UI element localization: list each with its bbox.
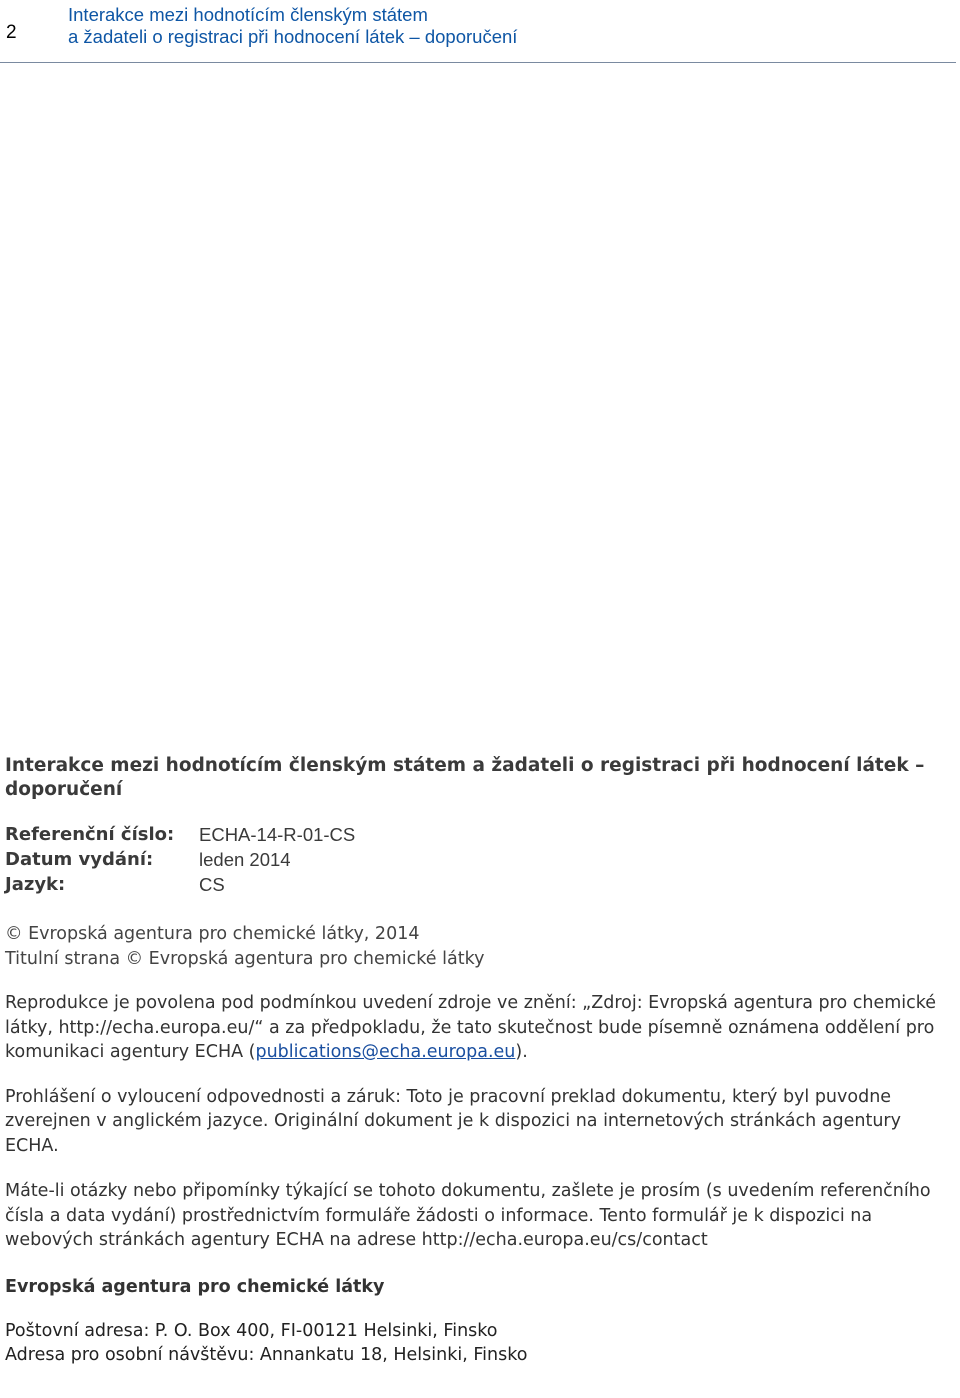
meta-row-language bbox=[5, 872, 945, 897]
meta-label-date: Datum vydání: bbox=[5, 849, 154, 870]
publications-email-link[interactable]: publications@echa.europa.eu bbox=[255, 1042, 516, 1062]
meta-label-language: Jazyk: bbox=[5, 874, 66, 895]
meta-value-language: CS bbox=[199, 874, 225, 895]
reproduction-text: Reprodukce je povolena pod podmínkou uvedení zdroje ve znění: „Zdroj: Evropská agentura pro chemické látky, http://echa.europa.eu/“ a za předpokladu, že tato skutečnost bude písemně oznámena oddělení pro komunikaci agentury ECHA ( bbox=[5, 993, 937, 1062]
organization-name: Evropská agentura pro chemické látky bbox=[5, 1276, 385, 1297]
meta-value-reference: ECHA-14-R-01-CS bbox=[199, 824, 356, 845]
header-divider bbox=[0, 62, 956, 63]
copyright-block bbox=[5, 922, 945, 972]
reproduction-end: ). bbox=[515, 1042, 528, 1062]
meta-value-date: leden 2014 bbox=[199, 849, 291, 870]
document-metadata bbox=[5, 822, 945, 897]
reproduction-notice bbox=[5, 991, 945, 1065]
disclaimer-text: Prohlášení o vyloucení odpovednosti a záruk: Toto je pracovní preklad dokumentu, který byl puvodne zverejnen v anglickém jazyce. Originální dokument je k dispozici na internetových stránkách agentury ECHA. bbox=[5, 1086, 901, 1156]
visit-address: Adresa pro osobní návštěvu: Annankatu 18, Helsinki, Finsko bbox=[5, 1344, 528, 1365]
cover-copyright-line: Titulní strana © Evropská agentura pro chemické látky bbox=[5, 949, 485, 969]
running-header-line-1: Interakce mezi hodnotícím členským státem bbox=[68, 4, 428, 25]
postal-address: Poštovní adresa: P. O. Box 400, FI-00121 Helsinki, Finsko bbox=[5, 1320, 498, 1341]
meta-label-reference: Referenční číslo: bbox=[5, 824, 175, 845]
address-block bbox=[5, 1319, 945, 1367]
running-header bbox=[68, 4, 517, 48]
copyright-line: © Evropská agentura pro chemické látky, 2014 bbox=[5, 924, 420, 944]
questions-text: Máte-li otázky nebo připomínky týkající se tohoto dokumentu, zašlete je prosím (s uvedením referenčního čísla a data vydání) prostřednictvím formuláře žádosti o informace. Tento formulář je k dispozici na webových stránkách agentury ECHA na adrese http://echa.europa.eu/cs/contact bbox=[5, 1181, 931, 1250]
meta-row-reference bbox=[5, 822, 945, 847]
document-title: Interakce mezi hodnotícím členským státem a žadateli o registraci při hodnocení látek – doporučení bbox=[5, 755, 925, 800]
page-number: 2 bbox=[6, 22, 17, 43]
document-body bbox=[5, 754, 945, 1367]
meta-row-date bbox=[5, 847, 945, 872]
running-header-line-2: a žadateli o registraci při hodnocení látek – doporučení bbox=[68, 26, 518, 47]
